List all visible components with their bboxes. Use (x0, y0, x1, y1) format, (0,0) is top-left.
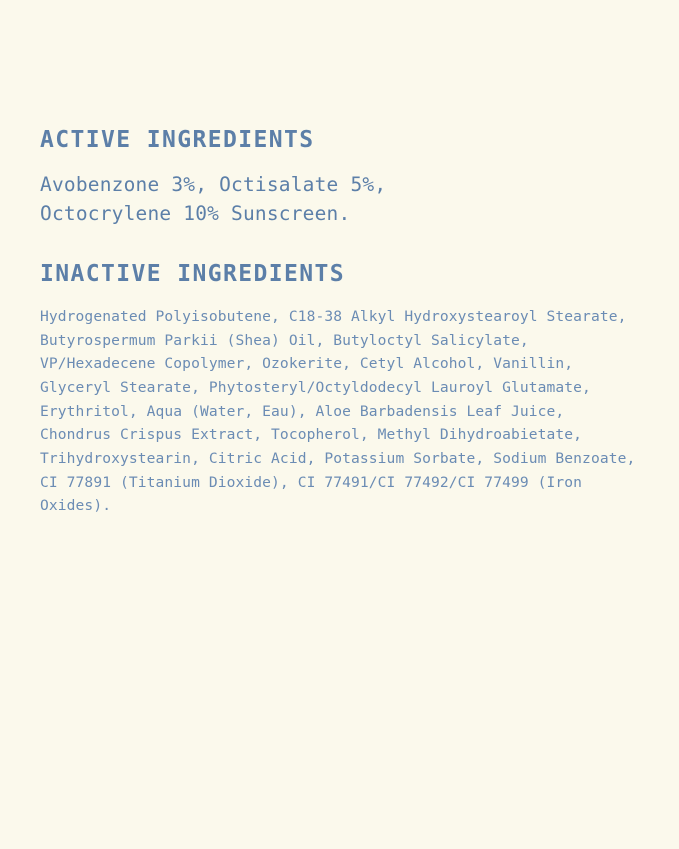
inactive-ingredients-section (40, 262, 639, 518)
inactive-ingredients-text: Hydrogenated Polyisobutene, C18-38 Alkyl Hydroxystearoyl Stearate, Butyrospermum Parkii (Shea) Oil, Butyloctyl Salicylate, VP/Hexadecene Copolymer, Ozokerite, Cetyl Alcohol, Vanillin, Glyceryl Stearate, Phytosteryl/Octyldodecyl Lauroyl Glutamate, Erythritol, Aqua (Water, Eau), Aloe Barbadensis Leaf Juice, Chondrus Crispus Extract, Tocopherol, Methyl Dihydroabietate, Trihydroxystearin, Citric Acid, Potassium Sorbate, Sodium Benzoate, CI 77891 (Titanium Dioxide), CI 77491/CI 77492/CI 77499 (Iron Oxides). (40, 308, 636, 515)
inactive-ingredients-heading: INACTIVE INGREDIENTS (40, 260, 345, 287)
active-ingredients-section (40, 128, 639, 228)
active-ingredients-text: Avobenzone 3%, Octisalate 5%, Octocrylene 10% Sunscreen. (40, 173, 387, 225)
active-ingredients-heading: ACTIVE INGREDIENTS (40, 127, 315, 153)
